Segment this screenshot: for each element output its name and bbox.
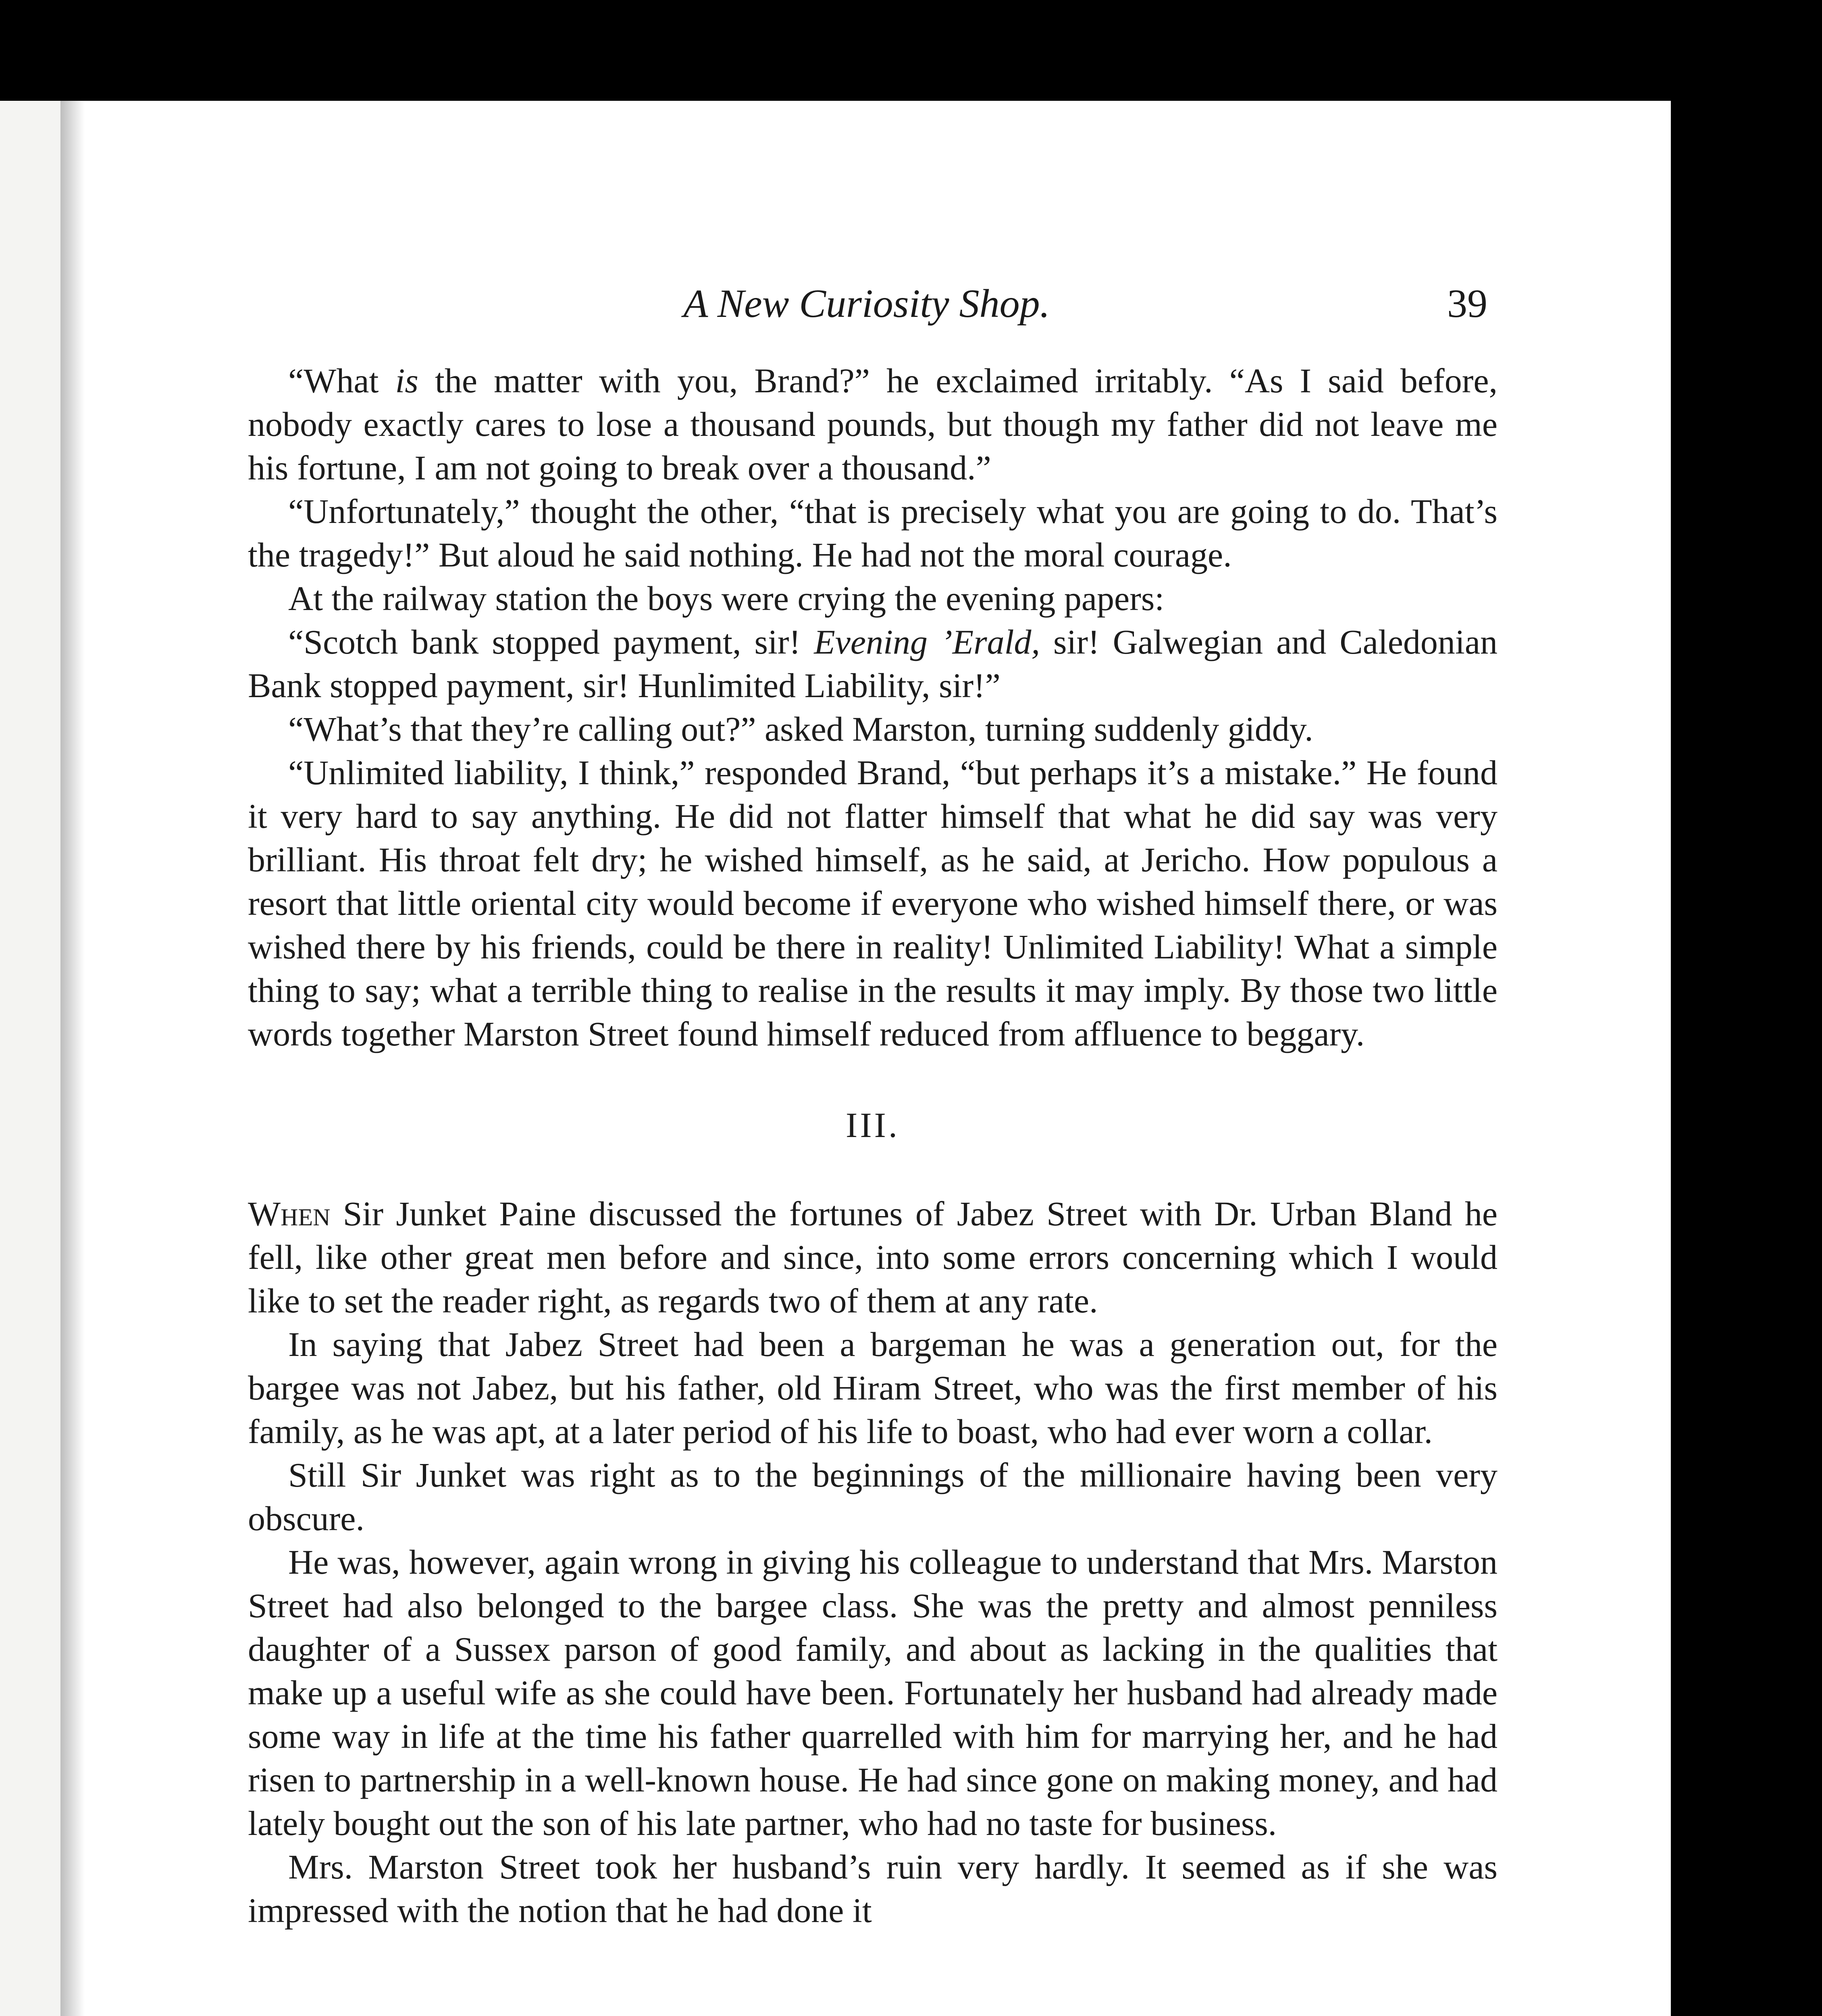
spine-shadow <box>60 101 85 2016</box>
paragraph: Mrs. Marston Street took her husband’s ruin very hardly. It seemed as if she was impressed with the notion that he had done it <box>248 1847 1498 1930</box>
text-run: “What <box>288 361 395 400</box>
running-head <box>60 280 1671 353</box>
text-run: the matter with you, Brand?” he exclaimed irritably. “As I said before, nobody exactly cares to lose a thousand pounds, but though my father did not leave me his fortune, I am not going to break over a thousand.” <box>248 361 1498 487</box>
text-run: “Scotch bank stopped payment, sir! <box>288 623 814 661</box>
body-text <box>248 359 1498 1932</box>
paragraph <box>248 359 1498 489</box>
paragraph: At the railway station the boys were crying the evening papers: <box>288 579 1165 618</box>
paragraph: “Unfortunately,” thought the other, “that is precisely what you are going to do. That’s the tragedy!” But aloud he said nothing. He had not the moral courage. <box>248 492 1498 574</box>
text-run: Sir Junket Paine discussed the fortunes of Jabez Street with Dr. Urban Bland he fell, like other great men before and since, into some errors concerning which I would like to set the reader right, as regards two of them at any rate. <box>248 1194 1498 1320</box>
italic-run: is <box>395 361 418 400</box>
paragraph <box>248 1192 1498 1322</box>
running-title: A New Curiosity Shop. <box>683 281 1050 326</box>
paragraph <box>248 620 1498 707</box>
text-run: sir! Galwegian and Caledonian Bank stopped payment, sir! Hunlimited Liability, sir!” <box>248 623 1498 705</box>
paragraph: “What’s that they’re calling out?” asked Marston, turning suddenly giddy. <box>288 710 1313 748</box>
paragraph: He was, however, again wrong in giving his colleague to understand that Mrs. Marston Street had also belonged to the bargee class. She was the pretty and almost penniless daughter of a Sussex parson of good family, and about as lacking in the qualities that make up a useful wife as she could have been. Fortunately her husband had already made some way in life at the time his father quarrelled with him for marrying her, and he had risen to partnership in a well-known house. He had since gone on making money, and had lately bought out the son of his late partner, who had no taste for business. <box>248 1543 1498 1843</box>
italic-run: Evening ’Erald, <box>814 623 1040 661</box>
smallcaps-run: When <box>248 1194 331 1233</box>
facing-page-edge <box>0 101 60 2016</box>
section-heading: III. <box>846 1106 900 1145</box>
paragraph: “Unlimited liability, I think,” responded Brand, “but perhaps it’s a mistake.” He found it very hard to say anything. He did not flatter himself that what he did say was very brilliant. His throat felt dry; he wished himself, as he said, at Jericho. How populous a resort that little oriental city would become if everyone who wished himself there, or was wished there by his friends, could be there in reality! Unlimited Liability! What a simple thing to say; what a terrible thing to realise in the results it may imply. By those two little words together Marston Street found himself reduced from affluence to beggary. <box>248 753 1498 1053</box>
paragraph: In saying that Jabez Street had been a bargeman he was a generation out, for the bargee was not Jabez, but his father, old Hiram Street, who was the first member of his family, as he was apt, at a later period of his life to boast, who had ever worn a collar. <box>248 1325 1498 1451</box>
page-number: 39 <box>1447 281 1487 326</box>
paragraph: Still Sir Junket was right as to the beginnings of the millionaire having been very obscure. <box>248 1456 1498 1538</box>
book-page <box>60 101 1671 2016</box>
